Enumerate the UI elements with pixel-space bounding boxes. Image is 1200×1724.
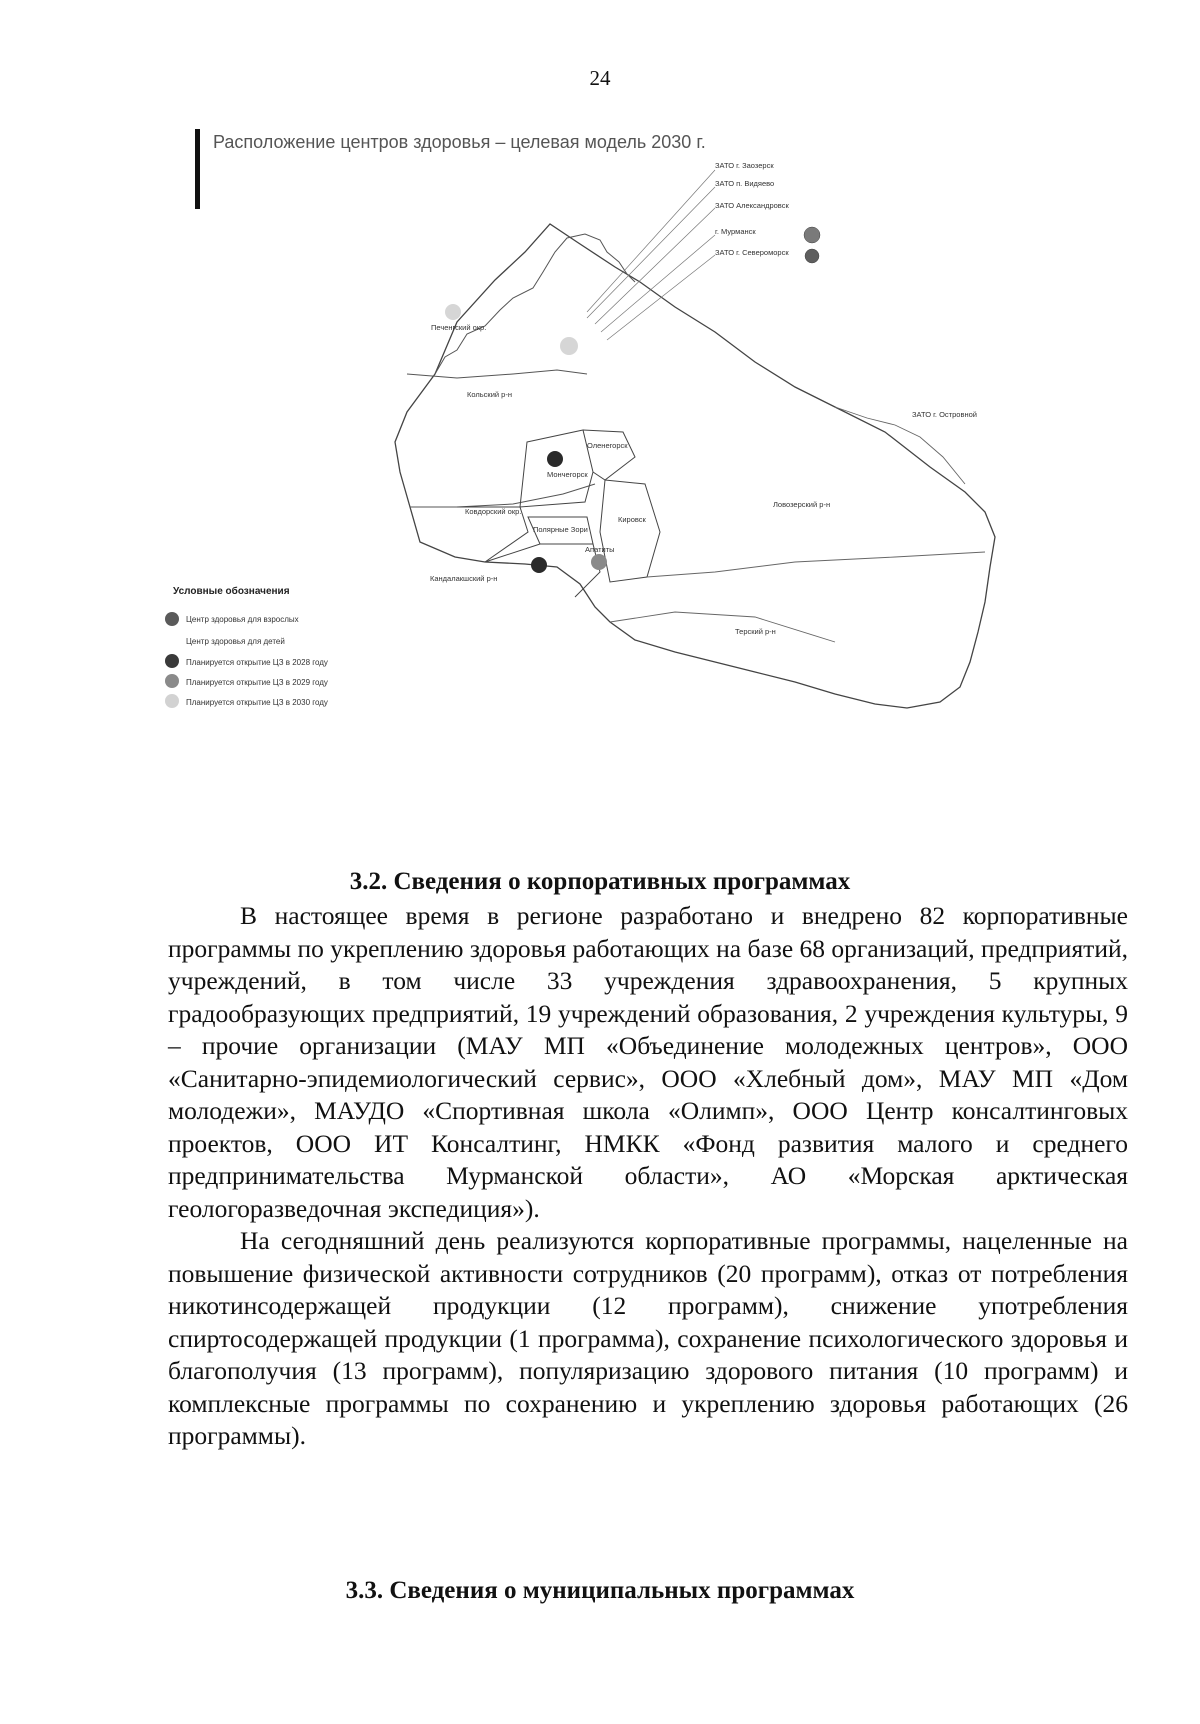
paragraph-corporate-programs-overview: В настоящее время в регионе разработано и внедрено 82 корпоративные программы по укреплению здоровья работающих на базе 68 организаций, предприятий, учреждений, в том числе 33 учреждения здравоохранения, 5 крупных градообразующих предприятий, 19 учреждений образования, 2 учреждения культуры, 9 – прочие организации (МАУ МП «Объединение молодежных центров», ООО «Санитарно-эпидемиологический сервис», ООО «Хлебный дом», МАУ МП «Дом молодежи», МАУДО «Спортивная школа «Олимп», ООО Центр консалтинговых проектов, ООО ИТ Консалтинг, НМКК «Фонд развития малого и среднего предпринимательства Мурманской области», АО «Морская арктическая геологоразведочная экспедиция»). (168, 901, 1128, 1223)
legend-swatch-adults (165, 612, 179, 626)
marker-severomorsk (805, 249, 819, 263)
border-kirovsk (600, 480, 660, 582)
region-label-apatity: Апатиты (585, 545, 615, 554)
marker-kandalaksha-2028 (531, 557, 547, 573)
region-label-kandalakshsky: Кандалакшский р-н (430, 574, 498, 583)
region-label-tersky: Терский р-н (735, 627, 776, 636)
zato-label-vidyaevo: ЗАТО п. Видяево (715, 179, 775, 188)
page-number: 24 (589, 66, 611, 90)
legend-label-2029: Планируется открытие ЦЗ в 2029 году (186, 678, 328, 687)
legend-swatch-children (165, 633, 179, 647)
legend-label-adults: Центр здоровья для взрослых (186, 615, 299, 624)
region-label-kolsky: Кольский р-н (467, 390, 512, 399)
zato-label-zaozersk: ЗАТО г. Заозерск (715, 161, 774, 170)
zato-label-aleksandrovsk: ЗАТО Александровск (715, 201, 789, 210)
legend-title: Условные обозначения (173, 586, 290, 597)
border-tersky (610, 612, 835, 642)
legend-label-2030: Планируется открытие ЦЗ в 2030 году (186, 698, 328, 707)
legend-swatch-2029 (165, 674, 179, 688)
region-label-olenegorsk: Оленегорск (587, 441, 628, 450)
region-outline (395, 224, 995, 708)
region-label-lovozersky: Ловозерский р-н (773, 500, 831, 509)
marker-apatity-2029 (591, 554, 607, 570)
region-label-polyarnye-zori: Полярные Зори (533, 525, 588, 534)
marker-pechenga-2030 (445, 304, 461, 320)
murmansk-region-map (173, 112, 1125, 812)
northern-coast (435, 234, 635, 374)
map-figure (173, 112, 1125, 812)
region-label-monchegorsk: Мончегорск (547, 470, 588, 479)
section-heading-municipal-programs: 3.3. Сведения о муниципальных программах (345, 1577, 855, 1604)
marker-kolsky-2030 (560, 337, 578, 355)
marker-monchegorsk-2028 (547, 451, 563, 467)
paragraph-corporate-programs-focus: На сегодняшний день реализуются корпоративные программы, нацеленные на повышение физической активности сотрудников (20 программ), отказ от потребления никотинсодержащей продукции (12 программ), снижение употребления спиртосодержащей продукции (1 программа), сохранение психологического здоровья и благополучия (13 программ), популяризацию здорового питания (10 программ) и комплексные программы по сохранению и укреплению здоровья работающих (26 программы). (168, 1226, 1128, 1450)
legend-swatch-2028 (165, 654, 179, 668)
figure-title: Расположение центров здоровья – целевая модель 2030 г. (213, 132, 706, 152)
legend-swatch-2030 (165, 694, 179, 708)
region-label-pechengsky: Печенгский окр. (431, 323, 487, 332)
zato-label-murmansk: г. Мурманск (715, 227, 756, 236)
border-olenegorsk (583, 430, 635, 480)
region-label-kovdorsky: Ковдорский окр. (465, 507, 522, 516)
zato-label-severomorsk: ЗАТО г. Североморск (715, 248, 789, 257)
section-heading-corporate-programs: 3.2. Сведения о корпоративных программах (349, 868, 851, 895)
legend-label-children: Центр здоровья для детей (186, 637, 285, 646)
border-lovozero (647, 552, 985, 577)
region-label-kirovsk: Кировск (618, 515, 646, 524)
marker-murmansk (804, 227, 820, 243)
zato-label-ostrovnoy: ЗАТО г. Островной (912, 410, 977, 419)
border-pechenga (407, 370, 587, 378)
legend-label-2028: Планируется открытие ЦЗ в 2028 году (186, 658, 328, 667)
section-body-corporate-programs (168, 900, 1128, 1453)
